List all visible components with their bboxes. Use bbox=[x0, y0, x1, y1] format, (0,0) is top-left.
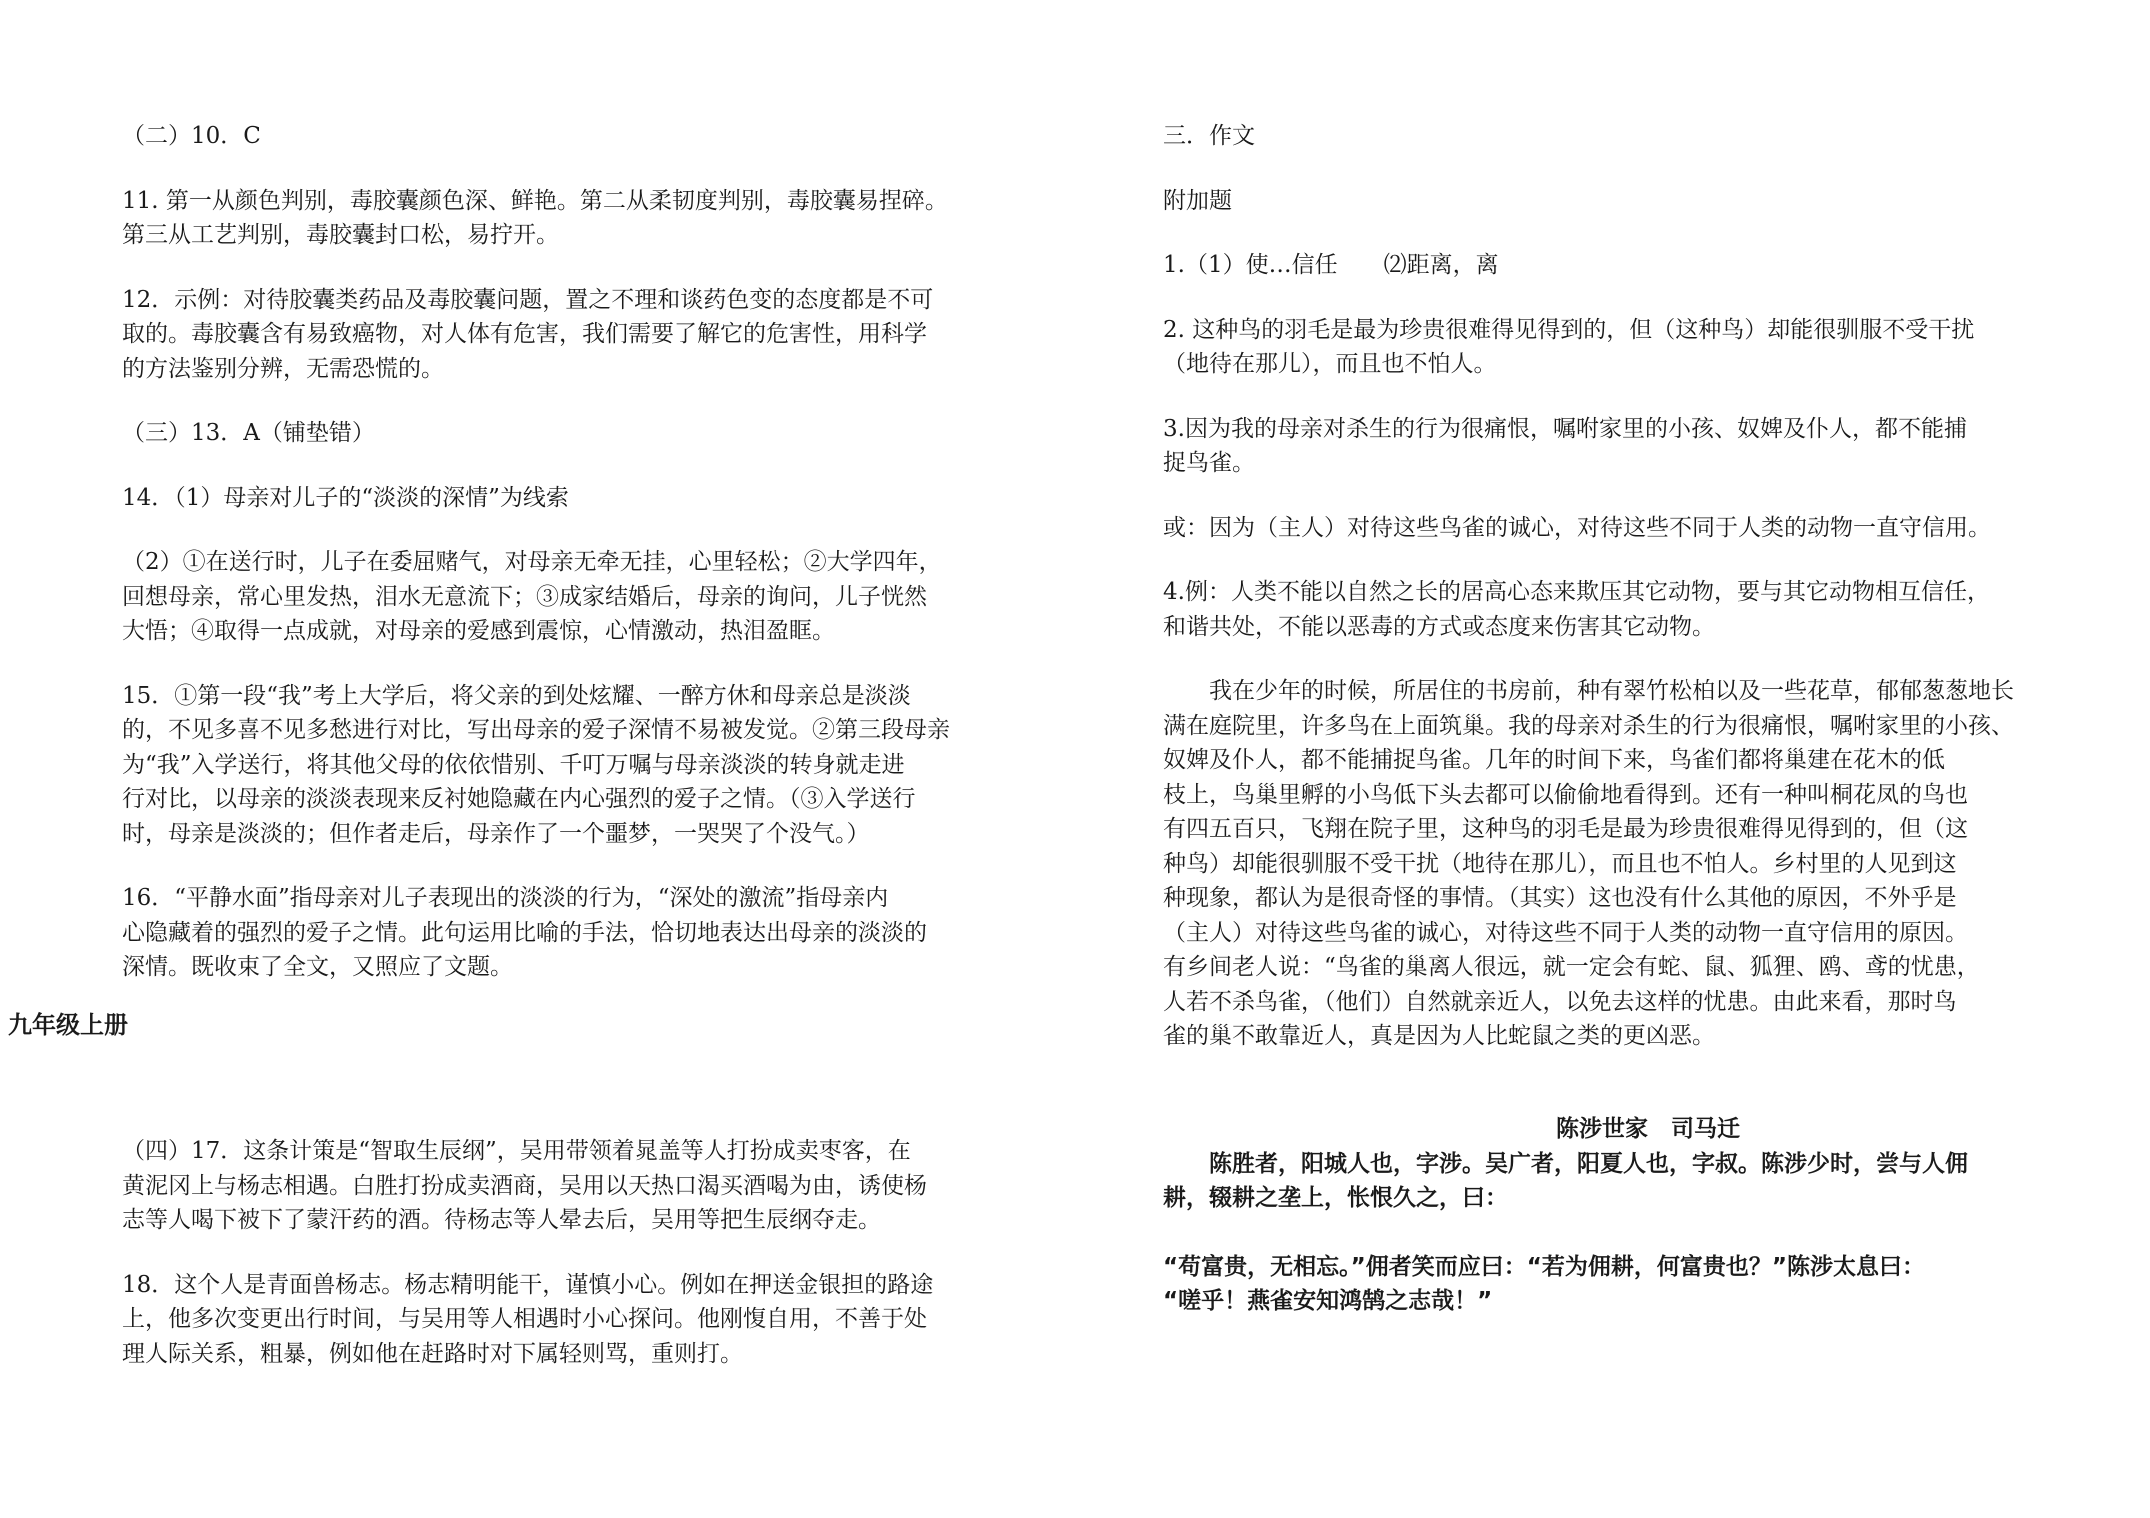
text-line: 深情。既收束了全文，又照应了文题。 bbox=[122, 954, 513, 980]
grade-heading: 九年级上册 bbox=[8, 1011, 128, 1039]
answer-block bbox=[122, 545, 1022, 649]
answer-block bbox=[1163, 412, 2063, 481]
text-line: 种现象，都认为是很奇怪的事情。（其实）这也没有什么其他的原因，不外乎是 bbox=[1163, 885, 1957, 911]
text-line: 为“我”入学送行，将其他父母的依依惜别、千叮万嘱与母亲淡淡的转身就走进 bbox=[122, 751, 905, 778]
text-line: 取的。毒胶囊含有易致癌物，对人体有危害，我们需要了解它的危害性，用科学 bbox=[122, 321, 927, 347]
text-line: 三．作文 bbox=[1163, 123, 1255, 149]
text-line: （二）10．C bbox=[122, 123, 261, 149]
text-line: （主人）对待这些鸟雀的诚心，对待这些不同于人类的动物一直守信用的原因。 bbox=[1163, 919, 1968, 946]
text-line: 大悟；④取得一点成就，对母亲的爱感到震惊，心情激动，热泪盈眶。 bbox=[122, 618, 835, 644]
excerpt-paragraph-2 bbox=[1163, 1250, 2063, 1319]
text-line: 种鸟）却能很驯服不受干扰（地待在那儿），而且也不怕人。乡村里的人见到这 bbox=[1163, 850, 1957, 877]
text-line: 和谐共处，不能以恶毒的方式或态度来伤害其它动物。 bbox=[1163, 613, 1715, 640]
text-line: 11. 第一从颜色判别，毒胶囊颜色深、鲜艳。第二从柔韧度判别，毒胶囊易捏碎。 bbox=[122, 187, 948, 214]
text-line: 捉鸟雀。 bbox=[1163, 450, 1255, 476]
text-line: “苟富贵，无相忘。”佣者笑而应曰：“若为佣耕，何富贵也？”陈涉太息曰： bbox=[1163, 1253, 1925, 1280]
text-line: 志等人喝下被下了蒙汗药的酒。待杨志等人晕去后，吴用等把生辰纲夺走。 bbox=[122, 1207, 881, 1233]
text-line: 雀的巢不敢靠近人，真是因为人比蛇鼠之类的更凶恶。 bbox=[1163, 1023, 1715, 1049]
answer-block bbox=[1163, 248, 2063, 283]
answer-block bbox=[1163, 184, 2063, 219]
text-line: 15．①第一段“我”考上大学后，将父亲的到处炫耀、一醉方休和母亲总是淡淡 bbox=[122, 682, 911, 709]
text-line: 时，母亲是淡淡的；但作者走后，母亲作了一个噩梦，一哭哭了个没气。） bbox=[122, 820, 870, 847]
text-line: 16．“平静水面”指母亲对儿子表现出的淡淡的行为，“深处的激流”指母亲内 bbox=[122, 885, 889, 911]
text-line: （四）17．这条计策是“智取生辰纲”，吴用带领着晁盖等人打扮成卖枣客，在 bbox=[122, 1138, 911, 1164]
text-line: 2. 这种鸟的羽毛是最为珍贵很难得见得到的，但（这种鸟）却能很驯服不受干扰 bbox=[1163, 316, 1975, 343]
text-line: 满在庭院里，许多鸟在上面筑巢。我的母亲对杀生的行为很痛恨，嘱咐家里的小孩、 bbox=[1163, 712, 2014, 739]
text-line: 的，不见多喜不见多愁进行对比，写出母亲的爱子深情不易被发觉。②第三段母亲 bbox=[122, 717, 950, 743]
text-line: 12．示例：对待胶囊类药品及毒胶囊问题，置之不理和谈药色变的态度都是不可 bbox=[122, 286, 934, 313]
text-line: 14．（1）母亲对儿子的“淡淡的深情”为线索 bbox=[122, 484, 569, 511]
text-line: 耕，辍耕之垄上，怅恨久之，曰： bbox=[1163, 1185, 1508, 1211]
answer-block bbox=[1163, 313, 2063, 382]
text-line: 回想母亲，常心里发热，泪水无意流下；③成家结婚后，母亲的询问，儿子恍然 bbox=[122, 583, 927, 610]
text-line: 奴婢及仆人，都不能捕捉鸟雀。几年的时间下来，鸟雀们都将巢建在花木的低 bbox=[1163, 747, 1945, 773]
answer-block bbox=[122, 119, 1022, 154]
text-line: 行对比，以母亲的淡淡表现来反衬她隐藏在内心强烈的爱子之情。（③入学送行 bbox=[122, 786, 916, 812]
text-line: 理人际关系，粗暴，例如他在赶路时对下属轻则骂，重则打。 bbox=[122, 1340, 743, 1367]
text-line: 枝上，鸟巢里孵的小鸟低下头去都可以偷偷地看得到。还有一种叫桐花凤的鸟也 bbox=[1163, 781, 1968, 808]
left-column bbox=[122, 119, 1022, 1015]
answer-block bbox=[1163, 119, 2063, 154]
text-line: 黄泥冈上与杨志相遇。白胜打扮成卖酒商，吴用以天热口渴买酒喝为由，诱使杨 bbox=[122, 1172, 927, 1199]
spacer bbox=[1163, 1216, 2063, 1250]
text-line: 第三从工艺判别，毒胶囊封口松，易拧开。 bbox=[122, 222, 559, 248]
answer-block bbox=[122, 283, 1022, 387]
text-line: 陈胜者，阳城人也，字涉。吴广者，阳夏人也，字叔。陈涉少时，尝与人佣 bbox=[1163, 1150, 1968, 1177]
answer-block bbox=[1163, 575, 2063, 644]
text-line: 有四五百只，飞翔在院子里，这种鸟的羽毛是最为珍贵很难得见得到的，但（这 bbox=[1163, 816, 1968, 842]
answer-block bbox=[122, 1134, 1022, 1238]
text-line: （三）13．A（铺垫错） bbox=[122, 420, 375, 446]
text-line: 的方法鉴别分辨，无需恐慌的。 bbox=[122, 355, 444, 382]
text-line: 或：因为（主人）对待这些鸟雀的诚心，对待这些不同于人类的动物一直守信用。 bbox=[1163, 514, 1991, 541]
text-line: 人若不杀鸟雀，（他们）自然就亲近人，以免去这样的忧患。由此来看，那时鸟 bbox=[1163, 988, 1957, 1015]
text-line: “嗟乎！燕雀安知鸿鹄之志哉！” bbox=[1163, 1288, 1493, 1314]
text-line: 我在少年的时候，所居住的书房前，种有翠竹松柏以及一些花草，郁郁葱葱地长 bbox=[1163, 678, 2014, 704]
right-column bbox=[1163, 119, 2063, 1084]
excerpt-title: 陈涉世家 司马迁 bbox=[1556, 1116, 1740, 1142]
answer-block bbox=[122, 1268, 1022, 1372]
answer-block bbox=[122, 416, 1022, 451]
answer-block bbox=[1163, 674, 2063, 1054]
answer-block bbox=[122, 881, 1022, 985]
text-line: 心隐藏着的强烈的爱子之情。此句运用比喻的手法，恰切地表达出母亲的淡淡的 bbox=[122, 919, 927, 946]
answer-block bbox=[122, 184, 1022, 253]
text-line: 18．这个人是青面兽杨志。杨志精明能干，谨慎小心。例如在押送金银担的路途 bbox=[122, 1271, 934, 1298]
text-line: 上，他多次变更出行时间，与吴用等人相遇时小心探问。他刚愎自用，不善于处 bbox=[122, 1306, 927, 1332]
text-line: （地待在那儿），而且也不怕人。 bbox=[1163, 351, 1497, 377]
text-line: 3.因为我的母亲对杀生的行为很痛恨，嘱咐家里的小孩、奴婢及仆人，都不能捕 bbox=[1163, 415, 1967, 442]
text-line: 4.例：人类不能以自然之长的居高心态来欺压其它动物，要与其它动物相互信任， bbox=[1163, 579, 1990, 605]
chenshe-excerpt bbox=[1163, 1112, 2063, 1319]
excerpt-paragraph-1 bbox=[1163, 1147, 2063, 1216]
left-column-lower bbox=[122, 1134, 1022, 1401]
text-line: 1.（1）使…信任 ⑵距离，离 bbox=[1163, 252, 1499, 278]
text-line: 有乡间老人说：“鸟雀的巢离人很远，就一定会有蛇、鼠、狐狸、鸥、鸢的忧患， bbox=[1163, 954, 1980, 980]
text-line: 附加题 bbox=[1163, 187, 1232, 214]
text-line: （2）①在送行时，儿子在委屈赌气，对母亲无牵无挂，心里轻松；②大学四年， bbox=[122, 549, 942, 575]
answer-block bbox=[122, 679, 1022, 852]
answer-block bbox=[1163, 511, 2063, 546]
answer-block bbox=[122, 481, 1022, 516]
